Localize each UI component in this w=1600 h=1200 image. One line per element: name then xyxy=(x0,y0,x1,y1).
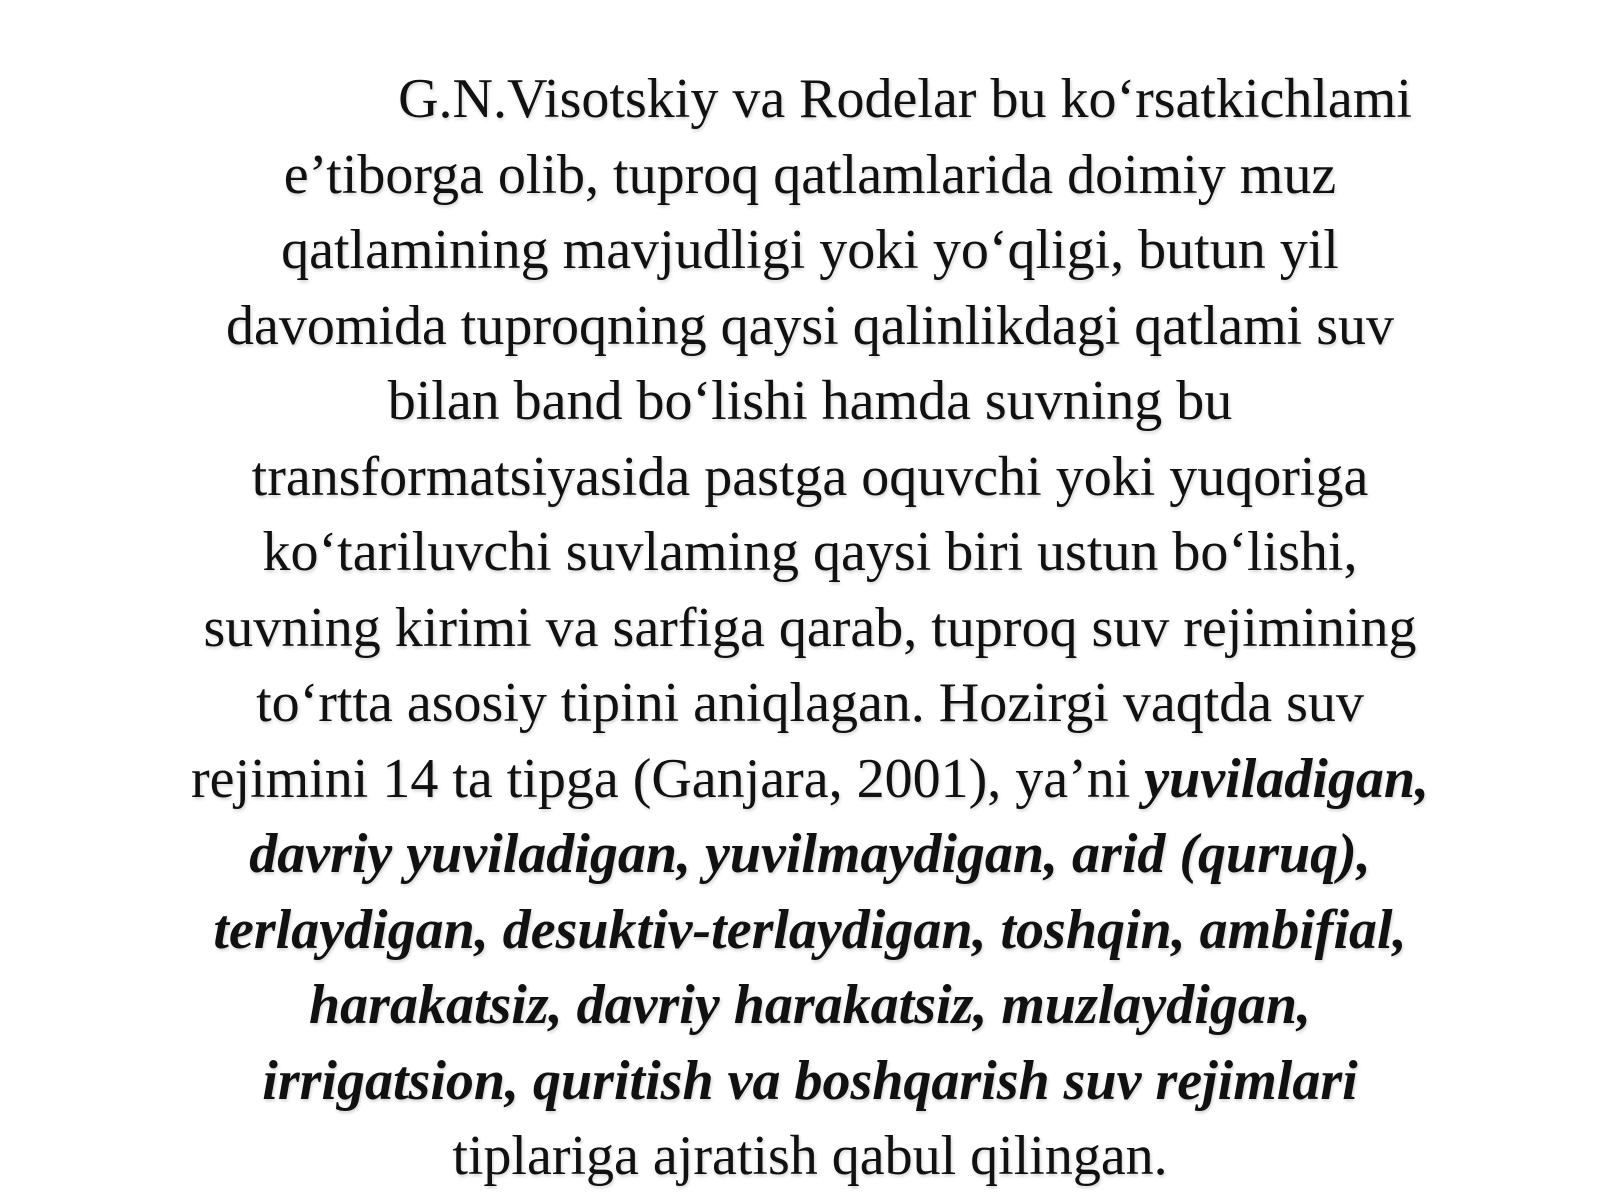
emphasis-line: davriy yuviladigan, yuvilmaydigan, arid (quruq), xyxy=(249,823,1371,885)
text-line-mixed xyxy=(100,742,1520,818)
text-line: qatlamining mavjudligi yoki yo‘qligi, butun yil xyxy=(281,219,1339,281)
text-line: transformatsiyasida pastga oquvchi yoki yuqoriga xyxy=(251,445,1369,508)
emphasis-line: terlaydigan, desuktiv-terlaydigan, toshqin, ambifial, xyxy=(213,898,1407,961)
text-segment-plain: rejimini 14 ta tipga (Ganjara, 2001), ya’ni xyxy=(191,747,1145,810)
text-line: ko‘tariluvchi suvlaming qaysi biri ustun bo‘lishi, xyxy=(262,521,1358,583)
text-line: bilan band bo‘lishi hamda suvning bu xyxy=(387,370,1233,432)
text-segment-emphasis: yuviladigan, xyxy=(1144,747,1429,810)
text-line: G.N.Visotskiy va Rodelar bu ko‘rsatkichlami xyxy=(398,68,1412,130)
emphasis-line: irrigatsion, quritish va boshqarish suv rejimlari xyxy=(262,1049,1358,1112)
text-line: e’tiborga olib, tuproq qatlamlarida doimiy muz xyxy=(283,143,1337,206)
closing-line: tiplariga ajratish qabul qilingan. xyxy=(452,1125,1168,1187)
emphasis-line: harakatsiz, davriy harakatsiz, muzlaydigan, xyxy=(309,974,1311,1036)
text-line: to‘rtta asosiy tipini aniqlagan. Hozirgi vaqtda suv xyxy=(256,672,1364,734)
text-line: suvning kirimi va sarfiga qarab, tuproq suv rejimining xyxy=(203,596,1417,659)
text-line: davomida tuproqning qaysi qalinlikdagi qatlami suv xyxy=(225,294,1395,357)
body-paragraph xyxy=(100,62,1520,1195)
